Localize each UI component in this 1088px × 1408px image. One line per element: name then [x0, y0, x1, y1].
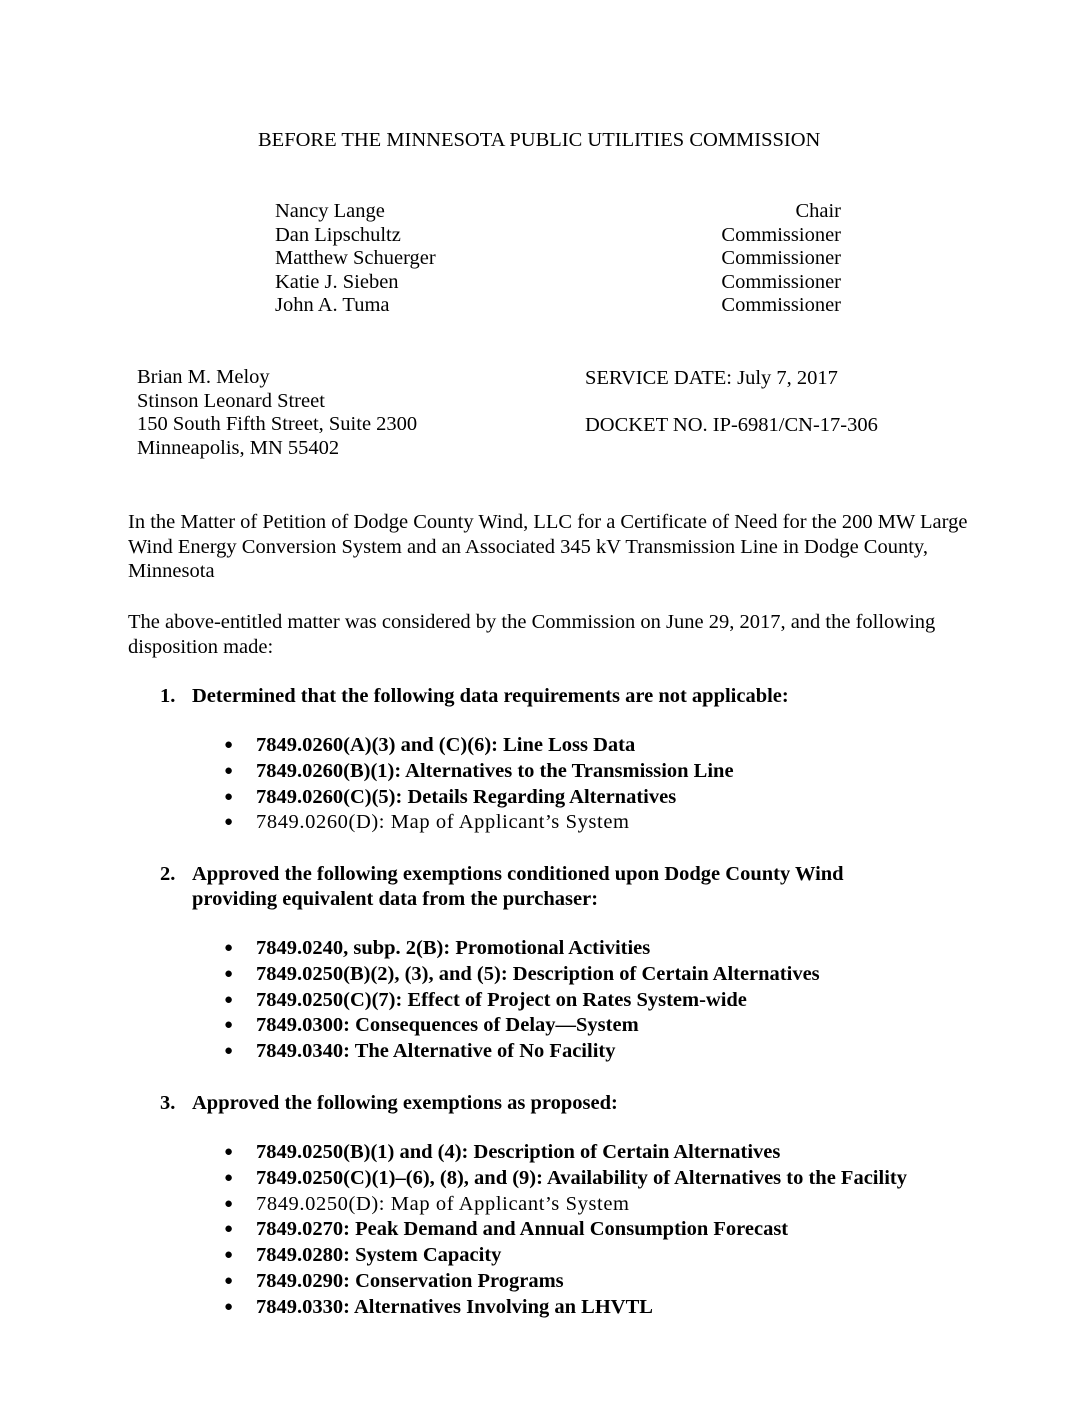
item-list [224, 936, 892, 1065]
list-item [224, 1192, 907, 1218]
list-item [224, 785, 892, 811]
commissioner-row [275, 224, 841, 248]
item-text: 7849.0300: Consequences of Delay—System [256, 1014, 639, 1037]
item-text: 7849.0270: Peak Demand and Annual Consumption Forecast [256, 1218, 789, 1241]
recipient-firm: Stinson Leonard Street [137, 389, 325, 412]
commissioner-role: Commissioner [721, 294, 841, 317]
commissioner-row [275, 271, 841, 295]
section-number: 1. [160, 685, 176, 707]
commissioner-role: Commissioner [721, 247, 841, 270]
list-item [224, 1039, 892, 1065]
list-item [224, 1269, 907, 1295]
section-number: 3. [160, 1092, 176, 1114]
page-title: BEFORE THE MINNESOTA PUBLIC UTILITIES COMMISSION [258, 129, 821, 151]
commissioner-name: Nancy Lange [275, 200, 385, 222]
bullet-icon: ● [224, 1017, 234, 1034]
item-text: 7849.0250(B)(1) and (4): Description of Certain Alternatives [256, 1141, 781, 1163]
item-text: 7849.0260(C)(5): Details Regarding Alternatives [256, 785, 677, 808]
item-list [224, 1140, 907, 1321]
list-item [224, 962, 892, 988]
bullet-icon: ● [224, 1221, 234, 1238]
commissioner-list [275, 200, 841, 318]
item-text: 7849.0240, subp. 2(B): Promotional Activities [256, 937, 651, 959]
list-item [224, 733, 892, 759]
commissioner-role: Commissioner [721, 270, 841, 293]
section-3 [160, 1091, 907, 1341]
bullet-icon: ● [224, 940, 234, 956]
commissioner-name: John A. Tuma [275, 294, 390, 317]
bullet-icon: ● [224, 1195, 234, 1212]
recipient-city: Minneapolis, MN 55402 [137, 436, 340, 459]
section-number: 2. [160, 863, 176, 885]
commissioner-name: Dan Lipschultz [275, 223, 401, 246]
item-text: 7849.0260(A)(3) and (C)(6): Line Loss Data [256, 734, 636, 756]
item-text: 7849.0280: System Capacity [256, 1244, 502, 1267]
section-1 [160, 684, 892, 857]
bullet-icon: ● [224, 1144, 234, 1160]
section-heading-text: Approved the following exemptions as proposed: [192, 1092, 618, 1114]
item-text: 7849.0340: The Alternative of No Facility [256, 1040, 616, 1063]
section-heading [160, 684, 892, 709]
bullet-icon: ● [224, 991, 234, 1008]
docket-number: DOCKET NO. IP-6981/CN-17-306 [585, 414, 878, 436]
commissioner-role: Chair [795, 200, 841, 222]
commissioner-row [275, 294, 841, 318]
list-item [224, 1243, 907, 1269]
bullet-icon: ● [224, 814, 234, 831]
bullet-icon: ● [224, 1043, 234, 1060]
bullet-icon: ● [224, 965, 234, 982]
list-item [224, 1013, 892, 1039]
list-item [224, 936, 892, 962]
section-heading-text: Determined that the following data requirements are not applicable: [192, 685, 789, 707]
commissioner-role: Commissioner [721, 223, 841, 246]
disposition-intro: The above-entitled matter was considered by the Commission on June 29, 2017, and the following disposition made: [128, 611, 936, 658]
list-item [224, 988, 892, 1014]
service-date: SERVICE DATE: July 7, 2017 [585, 367, 838, 389]
section-heading [160, 1091, 907, 1116]
list-item [224, 1217, 907, 1243]
list-item [224, 810, 892, 836]
list-item [224, 1295, 907, 1321]
item-text: 7849.0260(D): Map of Applicant’s System [256, 811, 630, 834]
recipient-name: Brian M. Meloy [137, 366, 270, 388]
section-heading-text: Approved the following exemptions conditioned upon Dodge County Wind providing equivalent data from the purchaser: [192, 863, 844, 910]
commissioner-name: Matthew Schuerger [275, 247, 436, 270]
item-text: 7849.0250(D): Map of Applicant’s System [256, 1192, 630, 1215]
commissioner-name: Katie J. Sieben [275, 270, 399, 293]
item-text: 7849.0250(C)(1)–(6), (8), and (9): Availability of Alternatives to the Facility [256, 1166, 907, 1189]
item-text: 7849.0260(B)(1): Alternatives to the Transmission Line [256, 759, 734, 782]
matter-caption: In the Matter of Petition of Dodge County Wind, LLC for a Certificate of Need for the 200 MW Large Wind Energy Conversion System and an Associated 345 kV Transmission Line in Dodge County, Minnesota [128, 511, 968, 582]
section-2 [160, 862, 892, 1085]
commissioner-row [275, 247, 841, 271]
recipient-street: 150 South Fifth Street, Suite 2300 [137, 413, 418, 436]
list-item [224, 1140, 907, 1166]
bullet-icon: ● [224, 1298, 234, 1315]
list-item [224, 1166, 907, 1192]
list-item [224, 759, 892, 785]
section-heading [160, 862, 892, 912]
bullet-icon: ● [224, 737, 234, 753]
bullet-icon: ● [224, 1247, 234, 1264]
item-list [224, 733, 892, 836]
item-text: 7849.0290: Conservation Programs [256, 1269, 564, 1292]
recipient-address [137, 366, 417, 460]
bullet-icon: ● [224, 1272, 234, 1289]
item-text: 7849.0330: Alternatives Involving an LHVTL [256, 1295, 653, 1318]
item-text: 7849.0250(C)(7): Effect of Project on Rates System-wide [256, 988, 747, 1011]
item-text: 7849.0250(B)(2), (3), and (5): Description of Certain Alternatives [256, 962, 820, 985]
bullet-icon: ● [224, 788, 234, 805]
commissioner-row [275, 200, 841, 224]
bullet-icon: ● [224, 1169, 234, 1186]
bullet-icon: ● [224, 762, 234, 779]
